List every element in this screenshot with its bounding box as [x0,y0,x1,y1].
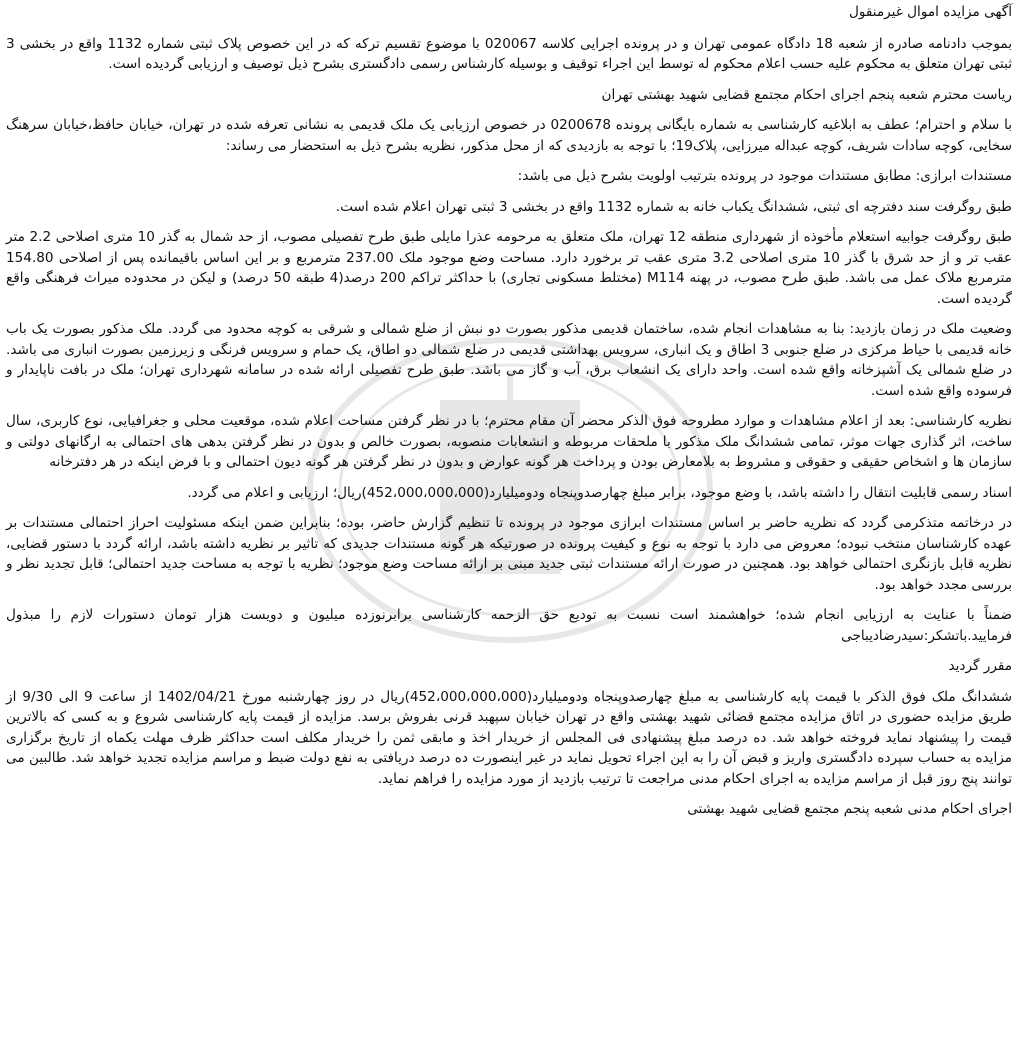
notice-paragraph: طبق روگرفت جوابیه استعلام مأخوذه از شهرداری منطقه 12 تهران، ملک متعلق به مرحومه عذرا مایلی طبق طرح تفصیلی مصوب، از حد شمال به گذر 10 متری اصلاحی 2.2 متر عقب تر و از حد شرق با گذر 10 متری اصلاحی 3.2 متری عقب تر برخورد دارد. مساحت وضع موجود ملک 237.00 مترمربع و بر این اساس باقیمانده پس از اصلاحی 154.80 مترمربع ملاک عمل می باشد. طبق طرح مصوب، در پهنه M114 (مختلط مسکونی تجاری) با حداکثر تراکم 200 درصد(4 طبقه 50 درصد) و لیکن در محدوده میراث فرهنگی واقع گردیده است. [6,229,1013,307]
notice-paragraph: وضعیت ملک در زمان بازدید: بنا به مشاهدات انجام شده، ساختمان قدیمی مذکور بصورت دو نبش از ضلع شمالی و شرقی به کوچه محدود می گردد. ملک مذکور بصورت یک باب خانه قدیمی با حیاط مرکزی در ضلع جنوبی 3 اطاق و یک انباری، سرویس بهداشتی قدیمی در ضلع شمالی دو اطاق، یک حمام و سرویس فرنگی و زیرزمین بصورت انباری می باشد. در ضلع شمالی یک آشپزخانه واقع شده است. واحد دارای یک انشعاب برق، آب و گاز می باشد. طبق طرح تفصیلی ارائه شده در سامانه شهرداری تهران؛ ملک در بافت ناپایدار و فرسوده واقع شده است. [6,321,1012,399]
notice-title: آگهی مزایده اموال غیرمنقول [848,4,1012,20]
notice-signature: اجرای احکام مدنی شعبه پنجم مجتمع قضایی شهید بهشتی [687,801,1012,817]
notice-paragraph: در درخاتمه متذکرمی گردد که نظریه حاضر بر اساس مستندات ابرازی موجود در پرونده تا تنظیم گزارش حاضر، بوده؛ بنابراین ضمن اینکه مسئولیت احراز احتمالی مستندات بر عهده کارشناسان منتخب نبوده؛ معروض می دارد با توجه به نوع و کیفیت پرونده در صورتیکه هر گونه مستندات جدیدی که تاثیر بر نظریه داشته باشد، ارائه گردد با دستور قضایی، نظریه قابل بازنگری احتمالی خواهد بود. همچنین در صورت ارائه مستندات ثبتی جدید مبنی بر ارائه مساحت وضع موجود؛ نظریه با توجه به مساحت جدید احتمالی؛ قابل تجدید نظر و بررسی مجدد خواهد بود. [6,515,1012,593]
notice-paragraph: ضمناً با عنایت به ارزیابی انجام شده؛ خواهشمند است نسبت به تودیع حق الزحمه کارشناسی برابرنوزده میلیون و دویست هزار تومان دستورات لازم را مبذول فرمایید.باتشکر:سیدرضادیباجی [6,607,1012,644]
notice-paragraph: اسناد رسمی قابلیت انتقال را داشته باشد، با وضع موجود، برابر مبلغ چهارصدوپنجاه ودومیلیارد(452،000،000،000)ریال؛ ارزیابی و اعلام می گردد. [187,484,1012,501]
notice-paragraph: مستندات ابرازی: مطابق مستندات موجود در پرونده بترتیب اولویت بشرح ذیل می باشد: [517,168,1012,184]
notice-paragraph: بموجب دادنامه صادره از شعبه 18 دادگاه عمومی تهران و در پرونده اجرایی کلاسه 020067 با موضوع تقسیم ترکه که در این خصوص پلاک ثبتی شماره 1132 واقع در بخشی 3 ثبتی تهران متعلق به محکوم علیه حسب اعلام محکوم له توسط این اجراء توقیف و بوسیله کارشناس رسمی دادگستری بشرح ذیل توصیف و ارزیابی گردیده است. [6,35,1012,72]
notice-paragraph: طبق روگرفت سند دفترچه ای ثبتی، ششدانگ یکباب خانه به شماره 1132 واقع در بخشی 3 ثبتی تهران اعلام شده است. [335,198,1012,215]
notice-paragraph: مقرر گردید [948,658,1012,674]
notice-paragraph: ششدانگ ملک فوق الذکر با قیمت پایه کارشناسی به مبلغ چهارصدوپنجاه ودومیلیارد(452،000،000،000)ریال در روز چهارشنبه مورخ 1402/04/21 از ساعت 9 الی 9/30 از طریق مزایده حضوری در اتاق مزایده مجتمع قضائی شهید بهشتی واقع در تهران خیابان سپهبد قرنی بفروش برسد. مزایده از قیمت پایه کارشناسی شروع و به کسی که بالاترین قیمت را پیشنهاد نماید فروخته خواهد شد. ده درصد مبلغ پیشنهادی فی المجلس از خریدار اخذ و مابقی ثمن را خریدار مکلف است حداکثر ظرف مهلت یکماه از تاریخ برگزاری مزایده به حساب سپرده دادگستری واریز و قبض آن را به این اجراء تحویل نماید در غیر اینصورت ده درصد دریافتی به نفع دولت ضبط و مراسم مزایده تجدید خواهد شد. طالبین می توانند پنج روز قبل از مراسم مزایده به اجرای احکام مدنی مراجعت تا ترتیب بازدید از مورد مزایده را فراهم نماید. [6,688,1012,787]
auction-notice [6,2,1016,830]
notice-paragraph: ریاست محترم شعبه پنجم اجرای احکام مجتمع قضایی شهید بهشتی تهران [601,86,1012,103]
notice-paragraph: نظریه کارشناسی: بعد از اعلام مشاهدات و موارد مطروحه فوق الذکر محضر آن مقام محترم؛ با در نظر گرفتن مساحت اعلام شده، موقعیت محلی و جغرافیایی، نوع کاربری، سال ساخت، اثر گذاری جهات موثر، تمامی ششدانگ ملک مذکور با ملحقات مربوطه و انشعابات منصوبه، بصورت خالص و بدون در نظر گرفتن بدهی های احتمالی به ارگانهای دولتی و سازمان ها و اشخاص حقیقی و حقوقی و مشروط به بلامعارض بودن و پرداخت هر گونه عوارض و بدون در نظر گرفتن هر گونه دیون احتمالی و با فرض اینکه در هر دفترخانه [6,413,1012,470]
notice-paragraph: با سلام و احترام؛ عطف به ابلاغیه کارشناسی به شماره بایگانی پرونده 0200678 در خصوص ارزیابی یک ملک قدیمی به نشانی تعرفه شده در تهران، خیابان حافظ،خیابان سرهنگ سخایی، کوچه سادات شریف، کوچه عبداله میرزایی، پلاک19؛ با توجه به بازدیدی که از محل مذکور، نظریه بشرح ذیل به استحضار می رساند: [6,117,1012,154]
